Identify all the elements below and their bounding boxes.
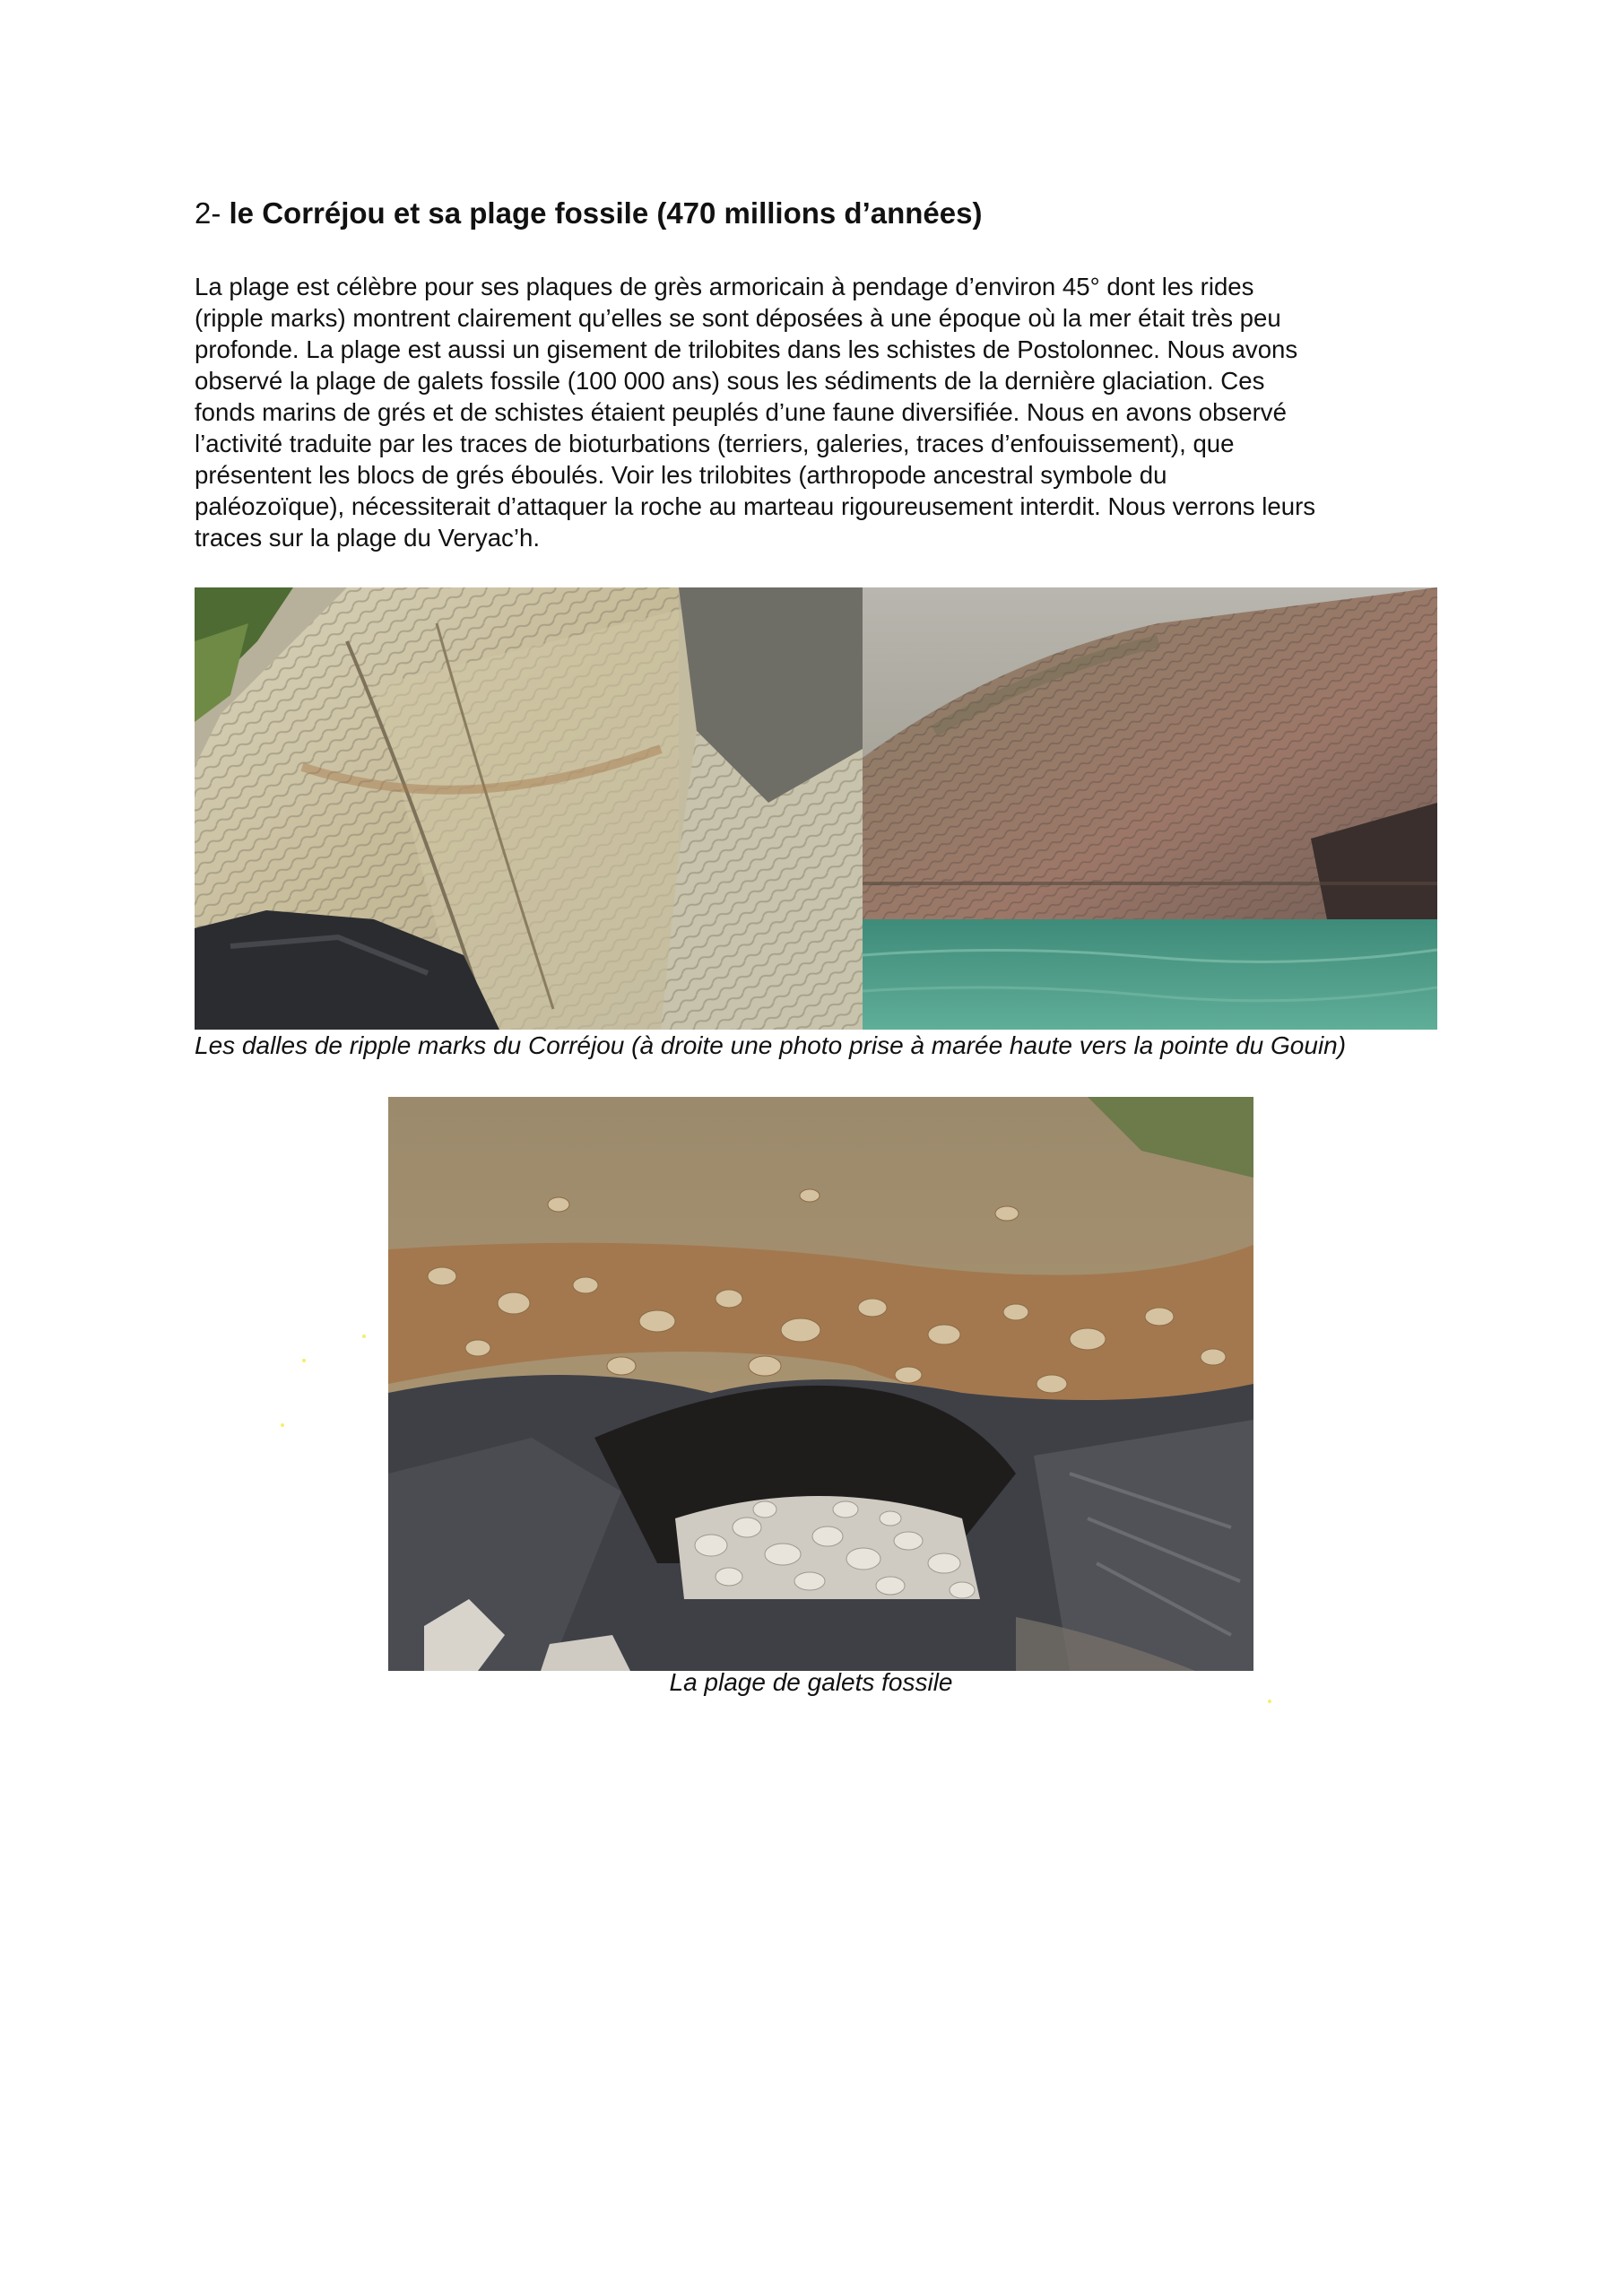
fossil-pebble-beach-photo bbox=[388, 1097, 1253, 1671]
paragraph-line: traces sur la plage du Veryac’h. bbox=[195, 524, 540, 552]
figure-caption: Les dalles de ripple marks du Corréjou (à droite une photo prise à marée haute vers la pointe du Gouin) bbox=[195, 1031, 1347, 1059]
section-heading bbox=[195, 192, 982, 235]
high-tide-cliff-photo bbox=[863, 587, 1437, 1030]
paragraph-line: paléozoïque), nécessiterait d’attaquer la roche au marteau rigoureusement interdit. Nous verrons leurs bbox=[195, 492, 1316, 520]
paragraph-line: profonde. La plage est aussi un gisement de trilobites dans les schistes de Postolonnec. Nous avons bbox=[195, 335, 1298, 363]
paragraph-line: (ripple marks) montrent clairement qu’elles se sont déposées à une époque où la mer était très peu bbox=[195, 304, 1281, 332]
decorative-speck bbox=[362, 1335, 366, 1338]
section-number: 2- bbox=[195, 196, 221, 230]
paragraph-line: La plage est célèbre pour ses plaques de grès armoricain à pendage d’environ 45° dont les rides bbox=[195, 273, 1254, 300]
paragraph-line: présentent les blocs de grés éboulés. Voir les trilobites (arthropode ancestral symbole du bbox=[195, 461, 1167, 489]
decorative-speck bbox=[1268, 1700, 1271, 1703]
paragraph-line: observé la plage de galets fossile (100 000 ans) sous les sédiments de la dernière glaciation. Ces bbox=[195, 367, 1265, 395]
paragraph-line: fonds marins de grés et de schistes étaient peuplés d’une faune diversifiée. Nous en avons observé bbox=[195, 398, 1287, 426]
body-paragraph bbox=[195, 271, 1450, 553]
figure-caption: La plage de galets fossile bbox=[669, 1668, 953, 1696]
decorative-speck bbox=[281, 1423, 284, 1427]
ripple-marks-photo bbox=[195, 587, 863, 1030]
decorative-speck bbox=[302, 1359, 306, 1362]
section-title: le Corréjou et sa plage fossile (470 millions d’années) bbox=[229, 196, 983, 230]
paragraph-line: l’activité traduite par les traces de bioturbations (terriers, galeries, traces d’enfouissement), que bbox=[195, 430, 1235, 457]
